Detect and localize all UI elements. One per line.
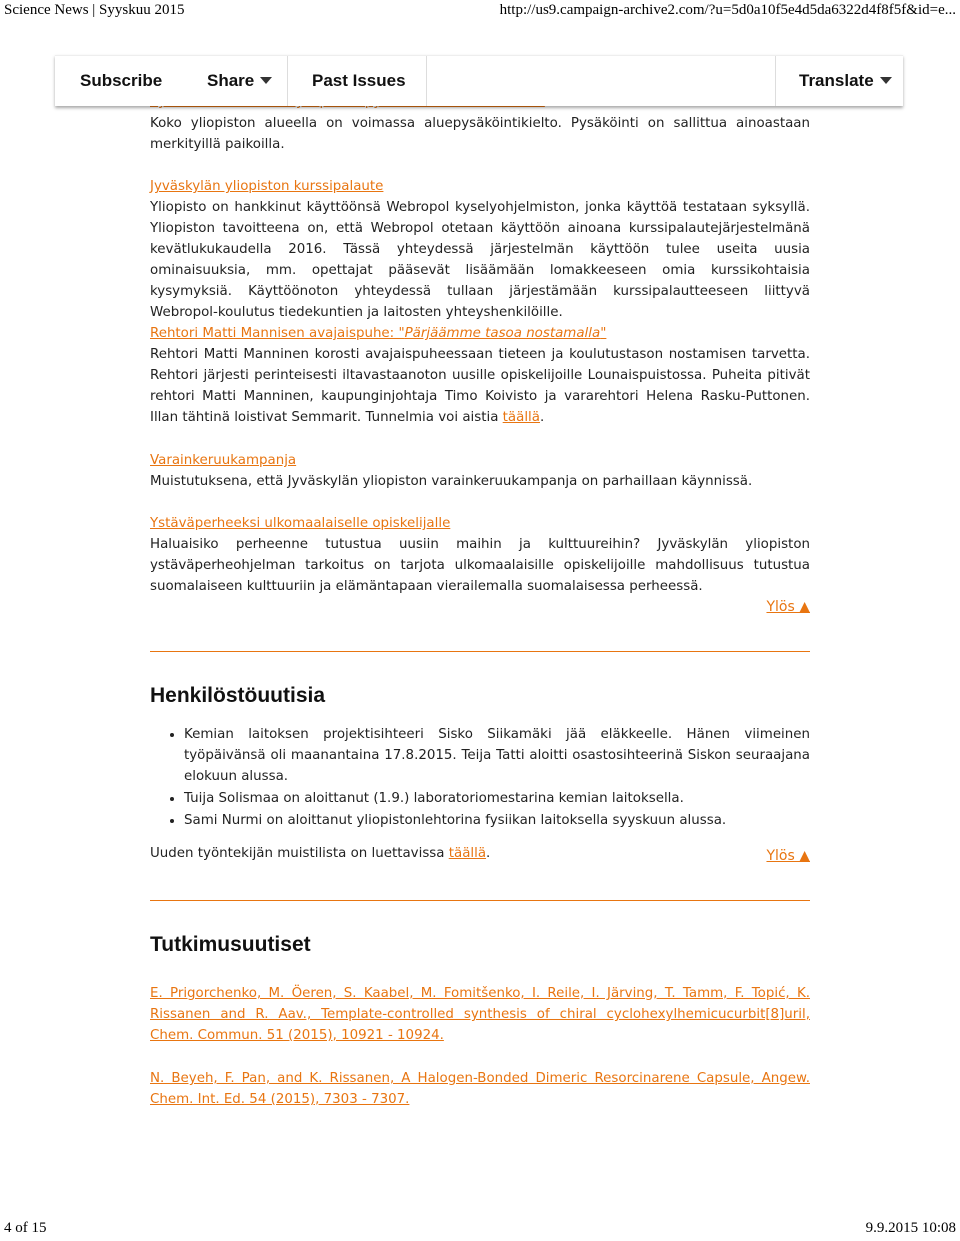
parking-section: [150, 113, 810, 155]
share-label: Share: [207, 71, 255, 90]
rector-link-suffix: ": [600, 326, 607, 341]
rector-text: [150, 344, 810, 428]
section-divider: [150, 651, 810, 652]
research-news-heading: Tutkimusuutiset: [150, 933, 311, 956]
fundraising-link[interactable]: Varainkeruukampanja: [150, 453, 297, 468]
staff-news-list: [150, 724, 810, 831]
share-menu[interactable]: [207, 56, 272, 106]
reference-item: [150, 1068, 810, 1110]
rector-body: Rehtori Matti Manninen korosti avajaispuheessaan tieteen ja koulutustason nostamisen tarvetta. Rehtori järjesti perinteisesti iltavastaanoton uusille opiskelijoille Lounaispuistossa. Puheita pitivät rehtori Matti Manninen, kaupunginjohtaja Timo Koivisto ja vararehtori Helena Rasku-Puttonen. Illan tähtinä loistivat Semmarit. Tunnelmia voi aistia: [150, 347, 810, 425]
reference-item: [150, 983, 810, 1046]
back-to-top-link[interactable]: Ylös ▲: [766, 599, 810, 615]
checklist-body: Uuden työntekijän muistilista on luettavissa: [150, 846, 449, 861]
reference-link[interactable]: E. Prigorchenko, M. Öeren, S. Kaabel, M. Fomitšenko, I. Reile, I. Järving, T. Tamm, F. Topić, K. Rissanen and R. Aav., Template-controlled synthesis of chiral cyclohexylhemicucurbit[8]uril, Chem. Commun. 51 (2015), 10921 - 10924.: [150, 986, 810, 1043]
fundraising-section: [150, 450, 810, 492]
translate-menu[interactable]: [799, 56, 892, 106]
print-date: 9.9.2015 10:08: [865, 1220, 956, 1236]
parking-text: Koko yliopiston alueella on voimassa aluepysäköintikielto. Pysäköinti on sallittua ainoastaan merkityillä paikoilla.: [150, 116, 810, 152]
rector-link[interactable]: [150, 326, 606, 341]
chevron-down-icon: [880, 77, 892, 84]
past-issues-link[interactable]: Past Issues: [312, 71, 406, 90]
nav-divider: [287, 56, 288, 106]
rector-link-prefix: Rehtori Matti Mannisen avajaispuhe: ": [150, 326, 405, 341]
friend-family-section: [150, 513, 810, 597]
feedback-section: [150, 176, 810, 323]
staff-news-heading: Henkilöstöuutisia: [150, 684, 326, 707]
print-url: http://us9.campaign-archive2.com/?u=5d0a10f5e4d5da6322d4f8f5f&id=e...: [499, 2, 956, 18]
list-item: • Sami Nurmi on aloittanut yliopistonlehtorina fysiikan laitoksella syyskuun alussa.: [184, 810, 810, 831]
chevron-down-icon: [260, 77, 272, 84]
print-footer: [0, 1217, 960, 1241]
section-divider: [150, 900, 810, 901]
print-header: [0, 0, 960, 24]
campaign-navbar: [55, 55, 903, 106]
checklist-end: .: [486, 846, 491, 861]
reference-link[interactable]: N. Beyeh, F. Pan, and K. Rissanen, A Halogen-Bonded Dimeric Resorcinarene Capsule, Angew. Chem. Int. Ed. 54 (2015), 7303 - 7307.: [150, 1071, 810, 1107]
rector-end: .: [539, 410, 545, 425]
checklist-here-link[interactable]: täällä: [448, 846, 487, 861]
back-to-top-link[interactable]: Ylös ▲: [766, 848, 810, 864]
research-news-section: [150, 983, 810, 1110]
list-item: • Tuija Solismaa on aloittanut (1.9.) laboratoriomestarina kemian laitoksella.: [184, 788, 810, 809]
subscribe-link[interactable]: Subscribe: [80, 71, 163, 90]
feedback-text: Yliopisto on hankkinut käyttöönsä Webropol kyselyohjelmiston, jonka käyttöä testataan syksyllä. Yliopiston tavoitteena on, että Webropol otetaan käyttöön ainoana kurssipalautejärjestelmänä kevätlukukaudella 2016. Tässä yhteydessä järjestelmän käyttöön tulee useita uusia ominaisuuksia, mm. opettajat pääsevät lisäämään lomakkeeseen omia kurssikohtaisia kysymyksiä. Käyttöönoton yhteydessä tullaan järjestämään kurssipalautteeseen liittyvä Webropol-koulutus tiedekuntien ja laitosten yhteyshenkilöille.: [150, 200, 810, 320]
rector-link-title: Pärjäämme tasoa nostamalla: [404, 326, 601, 341]
feedback-link[interactable]: Jyväskylän yliopiston kurssipalaute: [150, 179, 384, 194]
rector-section: [150, 323, 810, 428]
friend-family-link[interactable]: Ystäväperheeksi ulkomaalaiselle opiskelijalle: [150, 516, 451, 531]
checklist-text: [150, 843, 810, 864]
rector-here-link[interactable]: täällä: [502, 410, 540, 425]
staff-news-section: [150, 724, 810, 864]
translate-label: Translate: [799, 71, 874, 90]
print-title: Science News | Syyskuu 2015: [4, 2, 185, 18]
print-page-number: 4 of 15: [4, 1220, 47, 1236]
list-item: • Kemian laitoksen projektisihteeri Sisko Siikamäki jää eläkkeelle. Hänen viimeinen työpäivänsä oli maanantaina 17.8.2015. Teija Tatti aloitti osastosihteerinä Siskon seuraajana elokuun alussa.: [184, 724, 810, 787]
fundraising-text: Muistutuksena, että Jyväskylän yliopiston varainkeruukampanja on parhaillaan käynnissä.: [150, 474, 753, 489]
nav-divider: [775, 56, 776, 106]
friend-family-text: Haluaisiko perheenne tutustua uusiin maihin ja kulttuureihin? Jyväskylän yliopiston ystäväperheohjelman tarkoitus on tarjota ulkomaalaisille opiskelijoille mahdollisuus tutustua suomalaiseen kulttuuriin ja elämäntapaan vierailemalla suomalaisessa perheessä.: [150, 537, 810, 594]
nav-divider: [426, 56, 427, 106]
